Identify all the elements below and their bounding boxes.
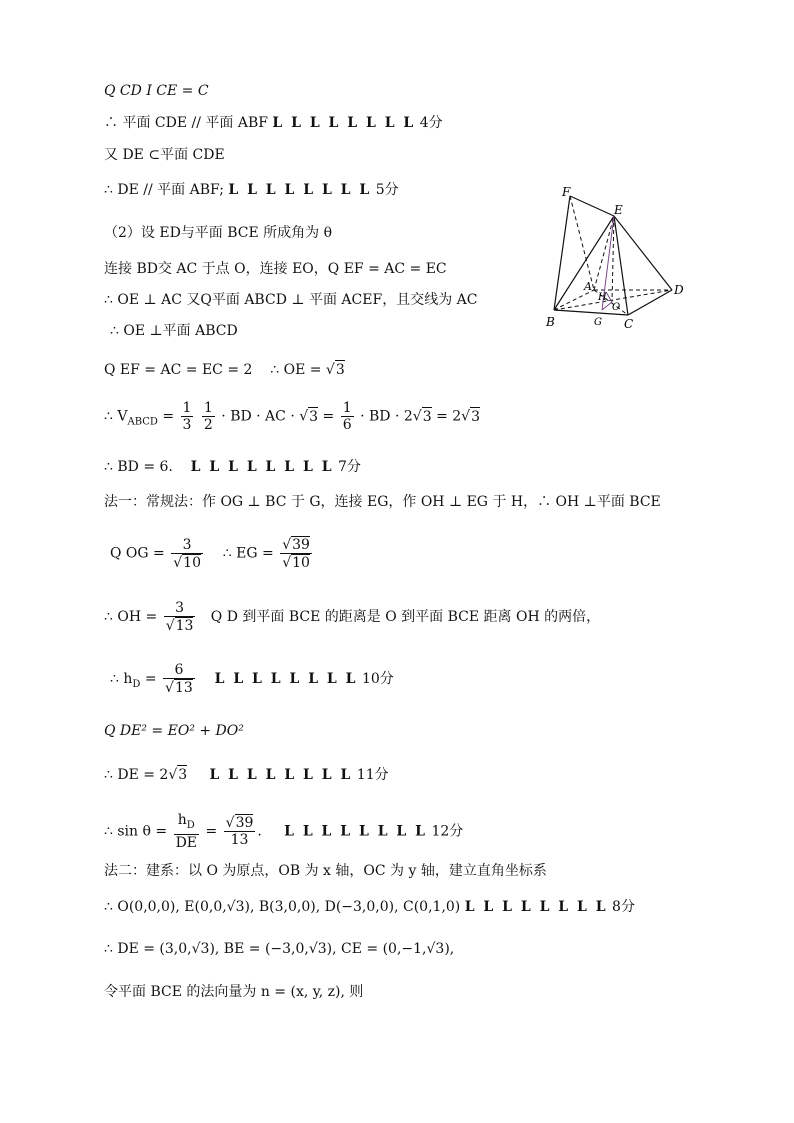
fraction: $\frac{3}{√10}$ bbox=[173, 536, 201, 571]
line-18: ∴ sin θ = $\frac{h_D}{DE}$ = $\frac{√39}{13}$ . L L L L L L L L 12分 bbox=[104, 812, 464, 851]
fraction: $\frac{3}{√13}$ bbox=[165, 600, 194, 634]
pyramid-figure bbox=[540, 180, 700, 340]
label-B: B bbox=[546, 315, 555, 329]
line-13: Q OG = $\frac{3}{√10}$ ∴ EG = $\frac{√39}{√10}$ bbox=[110, 536, 310, 571]
line-2: ∴ 平面 CDE // 平面 ABF L L L L L L L L 4分 bbox=[104, 115, 443, 131]
fraction: $\frac{1}{6}$ bbox=[342, 400, 352, 433]
line-20: ∴ O(0,0,0), E(0,0,√3), B(3,0,0), D(−3,0,0), C(0,1,0) L L L L L L L L 8分 bbox=[104, 899, 635, 915]
line-4: ∴ DE // 平面 ABF; L L L L L L L L 5分 bbox=[104, 182, 399, 198]
fraction: $\frac{√39}{13}$ bbox=[225, 815, 254, 849]
line-22: 令平面 BCE 的法向量为 n = (x, y, z), 则 bbox=[104, 984, 364, 1000]
label-D: D bbox=[674, 283, 684, 297]
line-19: 法二：建系：以 O 为原点，OB 为 x 轴，OC 为 y 轴，建立直角坐标系 bbox=[104, 863, 547, 879]
line-16: Q DE² = EO² + DO² bbox=[104, 723, 244, 739]
line-3: 又 DE ⊂平面 CDE bbox=[104, 147, 225, 163]
line-5: （2）设 ED与平面 BCE 所成角为 θ bbox=[104, 225, 333, 241]
line-8: ∴ OE ⊥平面 ABCD bbox=[110, 323, 238, 339]
label-E: E bbox=[614, 203, 623, 217]
label-G: G bbox=[594, 317, 602, 328]
line-7: ∴ OE ⊥ AC 又Q平面 ABCD ⊥ 平面 ACEF，且交线为 AC bbox=[104, 292, 478, 308]
line-10-volume: ∴ $V_{ABCD}$ = $\frac{1}{3}$ $\frac{1}{2}$ · BD · AC · √3 = $\frac{1}{6}$ · BD · 2√3 = 2√3 bbox=[104, 400, 481, 433]
line-21: ∴ DE = (3,0,√3), BE = (−3,0,√3), CE = (0,−1,√3), bbox=[104, 941, 455, 957]
label-O: O bbox=[612, 302, 621, 313]
line-9: Q EF = AC = EC = 2 ∴ OE = √3 bbox=[104, 362, 345, 378]
fraction: $\frac{6}{√13}$ bbox=[165, 662, 193, 696]
line-14: ∴ OH = $\frac{3}{√13}$ Q D 到平面 BCE 的距离是 O 到平面 BCE 距离 OH 的两倍， bbox=[104, 600, 601, 634]
fraction: $\frac{1}{3}$ bbox=[182, 400, 192, 433]
label-H: H bbox=[598, 292, 607, 303]
fraction: $\frac{h_D}{DE}$ bbox=[175, 812, 198, 851]
line-1: Q CD I CE = C bbox=[104, 83, 209, 99]
label-F: F bbox=[562, 185, 571, 199]
label-A: A bbox=[584, 280, 592, 293]
fraction: $\frac{1}{2}$ bbox=[203, 400, 213, 433]
line-11: ∴ BD = 6. L L L L L L L L 7分 bbox=[104, 459, 361, 475]
fraction: $\frac{√39}{√10}$ bbox=[282, 537, 310, 571]
line-6: 连接 BD交 AC 于点 O，连接 EO，Q EF = AC = EC bbox=[104, 261, 447, 277]
line-12: 法一：常规法：作 OG ⊥ BC 于 G，连接 EG，作 OH ⊥ EG 于 H，∴ OH ⊥平面 BCE bbox=[104, 494, 661, 510]
line-17: ∴ DE = 2√3 L L L L L L L L 11分 bbox=[104, 767, 389, 783]
label-C: C bbox=[624, 317, 634, 331]
line-15: ∴ $h_D$ = $\frac{6}{√13}$ L L L L L L L L 10分 bbox=[110, 662, 394, 696]
